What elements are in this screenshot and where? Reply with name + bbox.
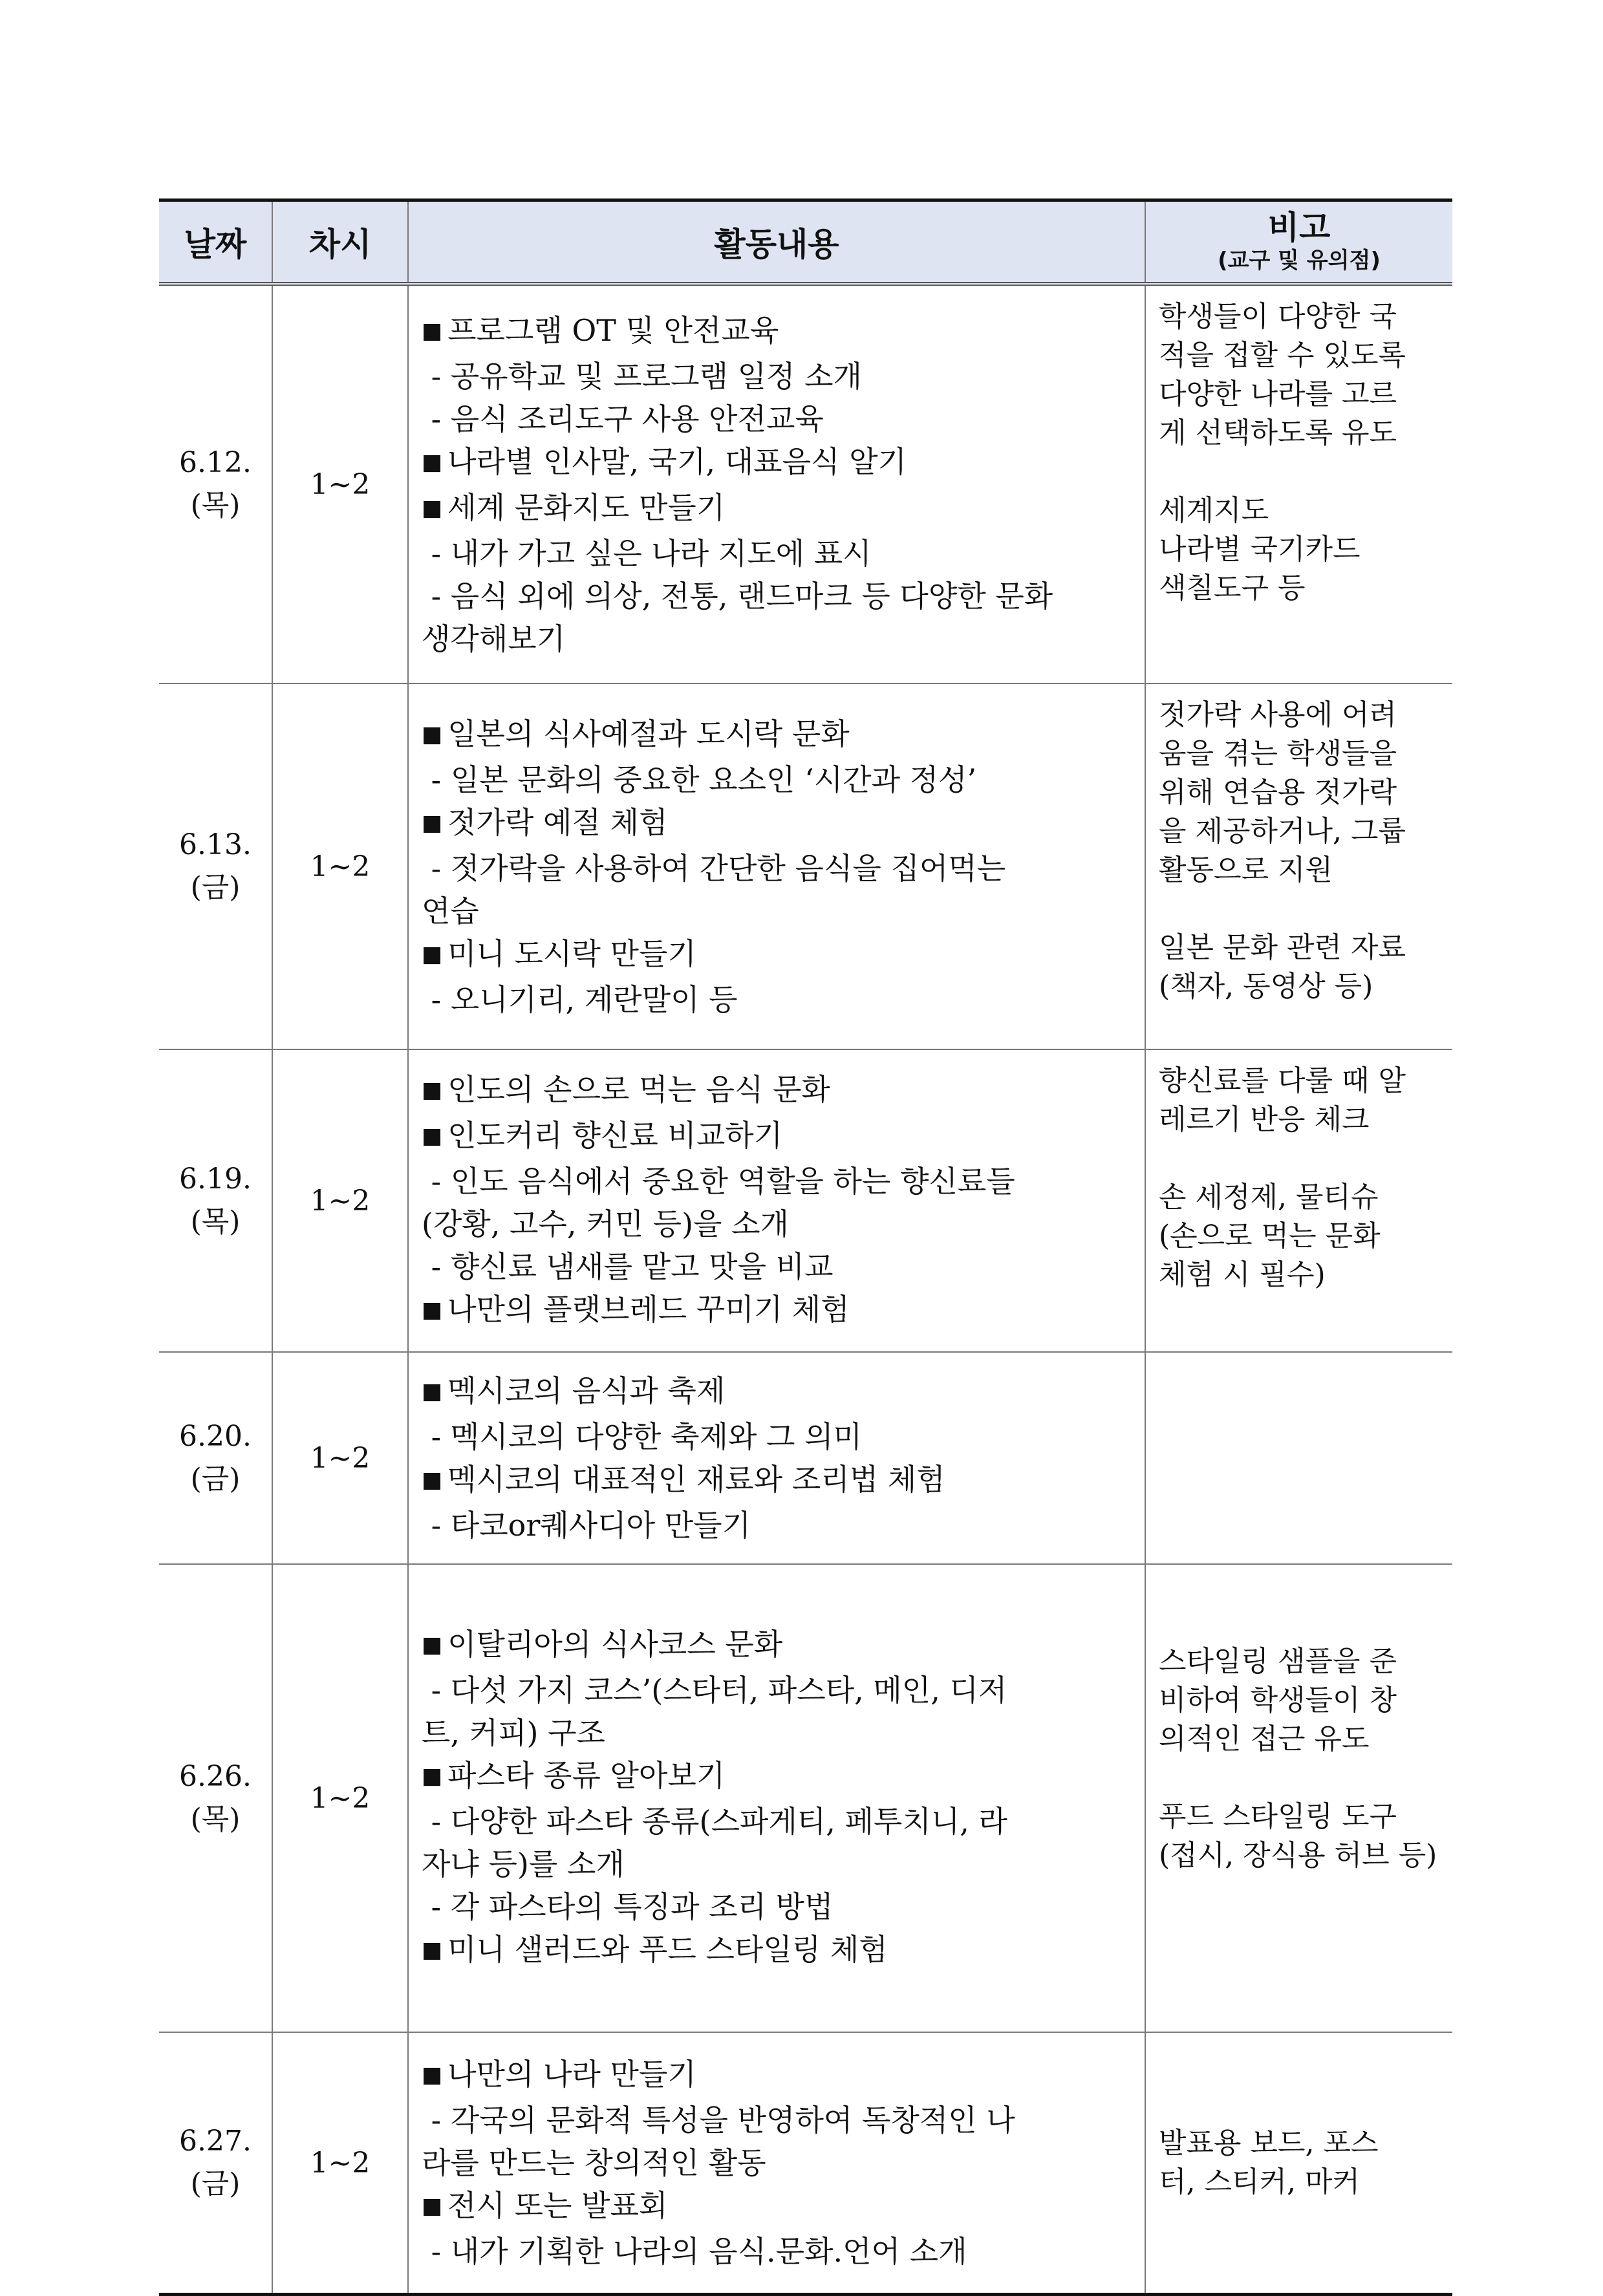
note-line: (손으로 먹는 문화 bbox=[1159, 1219, 1381, 1252]
activity-detail: 생각해보기 bbox=[422, 621, 566, 656]
header-period: 차시 bbox=[272, 200, 408, 284]
weekday-text: (금) bbox=[190, 871, 241, 904]
activity-detail: - 향신료 냄새를 맡고 맛을 비교 bbox=[422, 1249, 834, 1284]
note-line: 발표용 보드, 포스 bbox=[1159, 2127, 1379, 2160]
activity-item: ■ 젓가락 예절 체험 bbox=[422, 801, 1134, 847]
note-line: 일본 문화 관련 자료 bbox=[1159, 931, 1406, 964]
note-line: 비하여 학생들이 창 bbox=[1159, 1684, 1397, 1717]
table-row bbox=[159, 2032, 1452, 2295]
date-text: 6.26. bbox=[179, 1760, 252, 1793]
note-line: 활동으로 지원 bbox=[1159, 853, 1333, 886]
note-line: 학생들이 다양한 국 bbox=[1159, 300, 1397, 333]
weekday-text: (목) bbox=[190, 489, 241, 522]
weekday-text: (금) bbox=[190, 1463, 241, 1496]
weekday-text: (목) bbox=[190, 1205, 241, 1238]
date-text: 6.12. bbox=[179, 446, 252, 479]
activity-item: ■ 나라별 인사말, 국기, 대표음식 알기 bbox=[422, 440, 1134, 486]
activity-detail: - 오니기리, 계란말이 등 bbox=[422, 982, 738, 1017]
date-cell bbox=[159, 1352, 272, 1564]
header-note bbox=[1145, 200, 1452, 284]
note-cell bbox=[1145, 1049, 1452, 1352]
activity-detail: - 타코or퀘사디아 만들기 bbox=[422, 1508, 751, 1543]
header-content: 활동내용 bbox=[408, 200, 1145, 284]
note-line: 레르기 반응 체크 bbox=[1159, 1103, 1370, 1136]
date-cell bbox=[159, 1564, 272, 2032]
date-text: 6.27. bbox=[179, 2125, 252, 2158]
period-cell: 1~2 bbox=[272, 2032, 408, 2295]
note-spacer bbox=[1159, 890, 1439, 928]
activity-content-cell bbox=[408, 284, 1145, 683]
header-date: 날짜 bbox=[159, 200, 272, 284]
activity-item: ■ 나만의 플랫브레드 꾸미기 체험 bbox=[422, 1288, 1134, 1334]
note-cell bbox=[1145, 2032, 1452, 2295]
activity-detail: - 인도 음식에서 중요한 역할을 하는 향신료들 bbox=[422, 1163, 1015, 1199]
activity-detail: 트, 커피) 구조 bbox=[422, 1715, 605, 1750]
date-text: 6.20. bbox=[179, 1420, 252, 1453]
activity-item: ■ 나만의 나라 만들기 bbox=[422, 2053, 1134, 2099]
activity-item: ■ 전시 또는 발표회 bbox=[422, 2184, 1134, 2230]
note-line: 게 선택하도록 유도 bbox=[1159, 416, 1397, 449]
note-line: 의적인 접근 유도 bbox=[1159, 1722, 1370, 1755]
period-cell: 1~2 bbox=[272, 1564, 408, 2032]
activity-item: ■ 인도커리 향신료 비교하기 bbox=[422, 1114, 1134, 1160]
activity-detail: - 음식 외에 의상, 전통, 랜드마크 등 다양한 문화 bbox=[422, 578, 1053, 614]
note-line: 다양한 나라를 고르 bbox=[1159, 378, 1397, 411]
period-cell: 1~2 bbox=[272, 1049, 408, 1352]
table-header-row bbox=[159, 200, 1452, 284]
activity-detail: - 음식 조리도구 사용 안전교육 bbox=[422, 401, 824, 436]
activity-detail: - 멕시코의 다양한 축제와 그 의미 bbox=[422, 1419, 862, 1454]
activity-detail: - 내가 기획한 나라의 음식.문화.언어 소개 bbox=[422, 2234, 967, 2269]
note-line: 젓가락 사용에 어려 bbox=[1159, 698, 1397, 731]
period-cell: 1~2 bbox=[272, 284, 408, 683]
note-line: (접시, 장식용 허브 등) bbox=[1159, 1839, 1437, 1872]
note-cell bbox=[1145, 683, 1452, 1049]
activity-detail: - 다섯 가지 코스’(스타터, 파스타, 메인, 디저 bbox=[422, 1672, 1007, 1708]
activity-item: ■ 멕시코의 대표적인 재료와 조리법 체험 bbox=[422, 1458, 1134, 1504]
note-line: 적을 접할 수 있도록 bbox=[1159, 339, 1406, 372]
note-cell bbox=[1145, 1564, 1452, 2032]
activity-detail: (강황, 고수, 커민 등)을 소개 bbox=[422, 1206, 789, 1241]
note-line: 푸드 스타일링 도구 bbox=[1159, 1800, 1397, 1833]
note-spacer bbox=[1159, 453, 1439, 491]
activity-detail: - 다양한 파스타 종류(스파게티, 페투치니, 라 bbox=[422, 1803, 1007, 1839]
date-cell bbox=[159, 683, 272, 1049]
activity-item: ■ 미니 도시락 만들기 bbox=[422, 932, 1134, 978]
table-row bbox=[159, 1564, 1452, 2032]
note-line: 움을 겪는 학생들을 bbox=[1159, 737, 1397, 770]
date-text: 6.13. bbox=[179, 828, 252, 861]
note-line: 세계지도 bbox=[1159, 494, 1269, 527]
activity-content-cell bbox=[408, 1564, 1145, 2032]
note-line: (책자, 동영상 등) bbox=[1159, 970, 1373, 1003]
note-spacer bbox=[1159, 1759, 1439, 1797]
activity-item: ■ 파스타 종류 알아보기 bbox=[422, 1754, 1134, 1800]
table-row bbox=[159, 683, 1452, 1049]
table-row bbox=[159, 1049, 1452, 1352]
header-note-title: 비고 bbox=[1267, 209, 1331, 246]
note-line: 을 제공하거나, 그룹 bbox=[1159, 815, 1406, 848]
note-cell bbox=[1145, 284, 1452, 683]
program-schedule-table bbox=[159, 198, 1452, 2296]
activity-detail: - 젓가락을 사용하여 간단한 음식을 집어먹는 bbox=[422, 850, 1006, 886]
activity-content-cell bbox=[408, 2032, 1145, 2295]
note-spacer bbox=[1159, 1139, 1439, 1178]
table-row bbox=[159, 284, 1452, 683]
note-line: 위해 연습용 젓가락 bbox=[1159, 776, 1397, 809]
activity-detail: - 일본 문화의 중요한 요소인 ‘시간과 정성’ bbox=[422, 762, 977, 797]
note-line: 체험 시 필수) bbox=[1159, 1258, 1326, 1291]
activity-item: ■ 멕시코의 음식과 축제 bbox=[422, 1369, 1134, 1415]
activity-item: ■ 세계 문화지도 만들기 bbox=[422, 486, 1134, 532]
period-cell: 1~2 bbox=[272, 683, 408, 1049]
activity-item: ■ 일본의 식사예절과 도시락 문화 bbox=[422, 713, 1134, 758]
note-line: 터, 스티커, 마커 bbox=[1159, 2165, 1360, 2198]
note-line: 손 세정제, 물티슈 bbox=[1159, 1181, 1379, 1214]
activity-item: ■ 인도의 손으로 먹는 음식 문화 bbox=[422, 1068, 1134, 1114]
activity-detail: 자냐 등)를 소개 bbox=[422, 1846, 625, 1882]
activity-item: ■ 이탈리아의 식사코스 문화 bbox=[422, 1623, 1134, 1669]
activity-content-cell bbox=[408, 1049, 1145, 1352]
activity-item: ■ 프로그램 OT 및 안전교육 bbox=[422, 309, 1134, 355]
activity-detail: - 각 파스타의 특징과 조리 방법 bbox=[422, 1889, 834, 1924]
note-line: 스타일링 샘플을 준 bbox=[1159, 1645, 1397, 1678]
date-cell bbox=[159, 284, 272, 683]
table-row bbox=[159, 1352, 1452, 1564]
note-line: 향신료를 다룰 때 알 bbox=[1159, 1064, 1406, 1097]
activity-detail: - 공유학교 및 프로그램 일정 소개 bbox=[422, 358, 862, 394]
activity-detail: - 내가 가고 싶은 나라 지도에 표시 bbox=[422, 535, 872, 571]
activity-detail: 라를 만드는 창의적인 활동 bbox=[422, 2145, 766, 2180]
activity-detail: - 각국의 문화적 특성을 반영하여 독창적인 나 bbox=[422, 2103, 1015, 2138]
weekday-text: (목) bbox=[190, 1803, 241, 1836]
date-cell bbox=[159, 2032, 272, 2295]
activity-detail: 연습 bbox=[422, 893, 479, 928]
weekday-text: (금) bbox=[190, 2167, 241, 2200]
note-line: 나라별 국기카드 bbox=[1159, 533, 1361, 566]
activity-content-cell bbox=[408, 683, 1145, 1049]
date-text: 6.19. bbox=[179, 1163, 252, 1196]
date-cell bbox=[159, 1049, 272, 1352]
header-note-subtitle: (교구 및 유의점) bbox=[1218, 248, 1381, 274]
activity-content-cell bbox=[408, 1352, 1145, 1564]
period-cell: 1~2 bbox=[272, 1352, 408, 1564]
activity-item: ■ 미니 샐러드와 푸드 스타일링 체험 bbox=[422, 1928, 1134, 1974]
note-line: 색칠도구 등 bbox=[1159, 572, 1306, 605]
note-cell bbox=[1145, 1352, 1452, 1564]
